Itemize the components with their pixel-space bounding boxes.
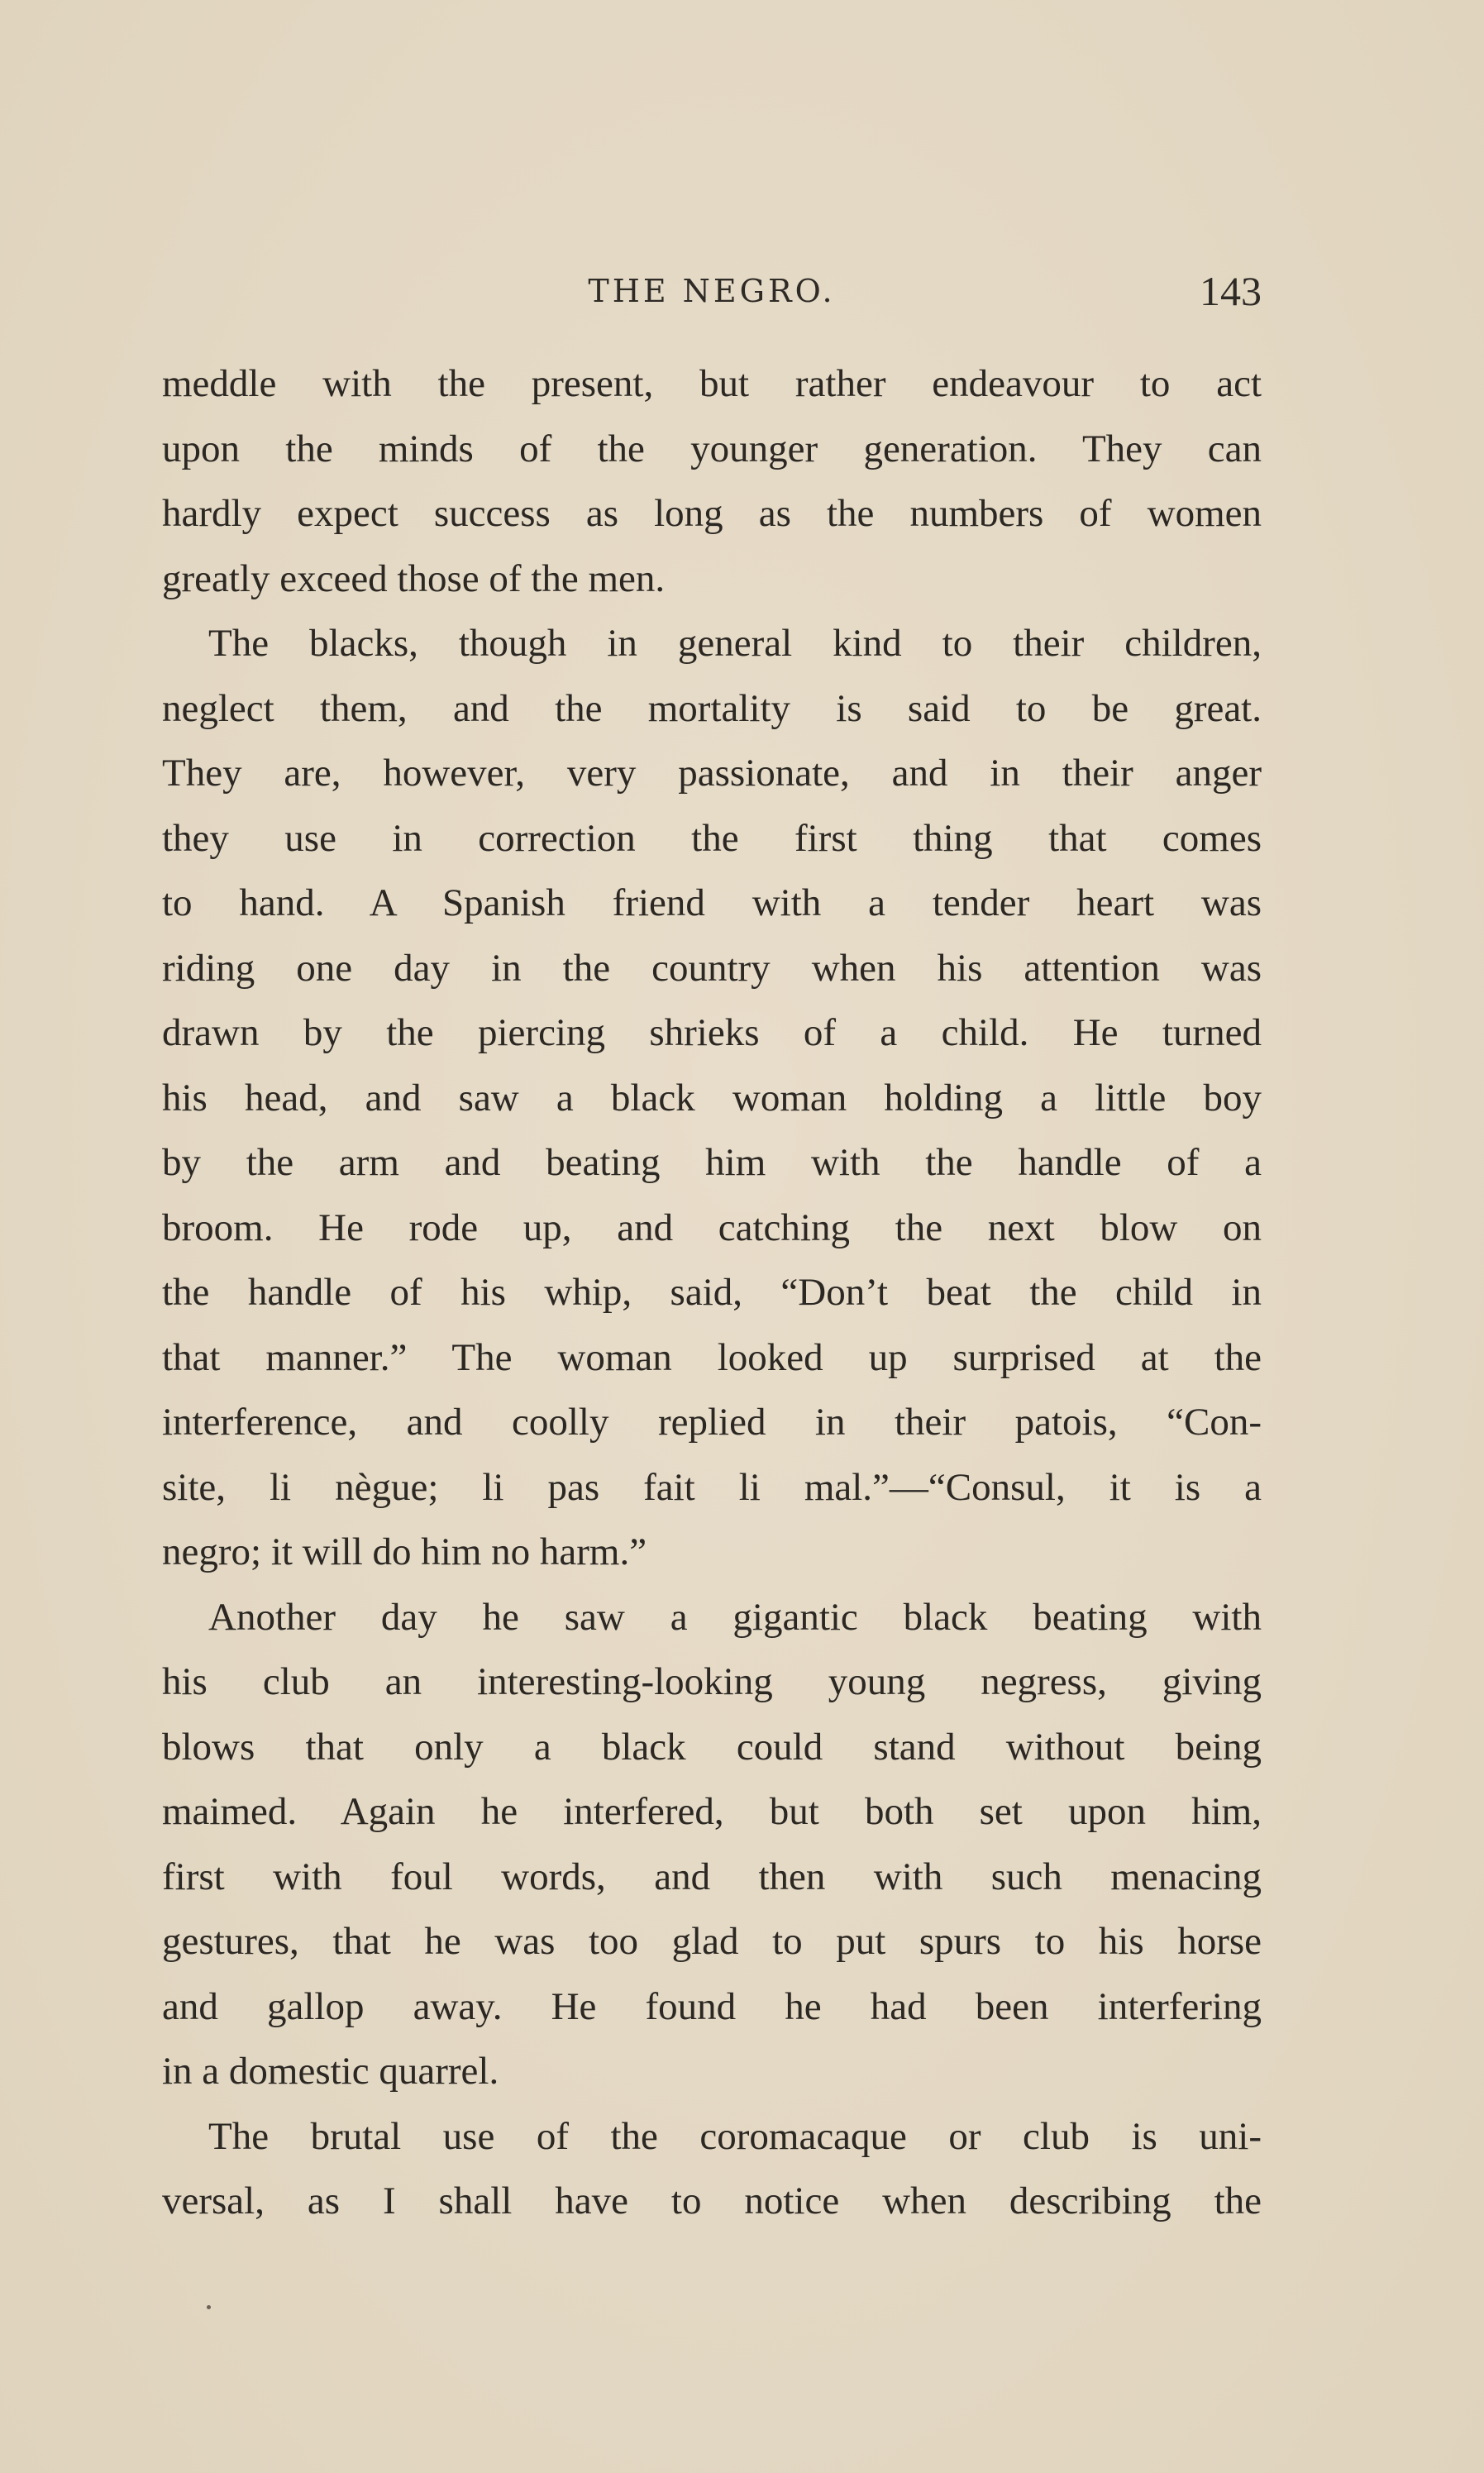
running-head (162, 266, 1262, 316)
text-line: and gallop away. He found he had been interfering (162, 1984, 1262, 2028)
text-line: site, li nègue; li pas fait li mal.”—“Consul, it is a (162, 1465, 1262, 1509)
text-line: riding one day in the country when his attention was (162, 946, 1262, 990)
text-line: negro; it will do him no harm.” (162, 1530, 647, 1573)
text-line: first with foul words, and then with such menacing (162, 1855, 1262, 1898)
paper-speck (207, 2305, 211, 2309)
text-line: his head, and saw a black woman holding a little boy (162, 1076, 1262, 1120)
text-line: greatly exceed those of the men. (162, 556, 666, 600)
text-line: the handle of his whip, said, “Don’t beat the child in (162, 1271, 1262, 1314)
text-line: blows that only a black could stand without being (162, 1725, 1262, 1769)
paragraph-start-line: Another day he saw a gigantic black beating with (208, 1595, 1262, 1639)
paragraph-start-line: The blacks, though in general kind to their children, (208, 622, 1262, 665)
text-line: versal, as I shall have to notice when describing the (162, 2179, 1262, 2222)
text-line: maimed. Again he interfered, but both set upon him, (162, 1790, 1262, 1833)
text-line: interference, and coolly replied in their patois, “Con- (162, 1401, 1262, 1444)
text-line: upon the minds of the younger generation. They can (162, 427, 1262, 470)
text-line: hardly expect success as long as the numbers of women (162, 492, 1262, 535)
text-line: they use in correction the first thing that comes (162, 816, 1262, 860)
text-line: meddle with the present, but rather endeavour to act (162, 362, 1262, 405)
text-line: gestures, that he was too glad to put spurs to his horse (162, 1920, 1262, 1963)
text-line: They are, however, very passionate, and in their anger (162, 752, 1262, 795)
body-text (162, 351, 1262, 2234)
text-line: his club an interesting-looking young negress, giving (162, 1660, 1262, 1703)
text-line: in a domestic quarrel. (162, 2050, 499, 2093)
page-title: THE NEGRO. (588, 273, 836, 309)
page-number: 143 (1200, 268, 1262, 314)
paragraph-start-line: The brutal use of the coromacaque or club is uni- (208, 2114, 1262, 2158)
text-line: broom. He rode up, and catching the next blow on (162, 1205, 1262, 1249)
text-line: that manner.” The woman looked up surprised at the (162, 1335, 1262, 1379)
text-line: to hand. A Spanish friend with a tender heart was (162, 881, 1262, 924)
text-line: by the arm and beating him with the handle of a (162, 1141, 1262, 1184)
text-line: drawn by the piercing shrieks of a child. He turned (162, 1011, 1262, 1054)
text-line: neglect them, and the mortality is said to be great. (162, 686, 1262, 730)
